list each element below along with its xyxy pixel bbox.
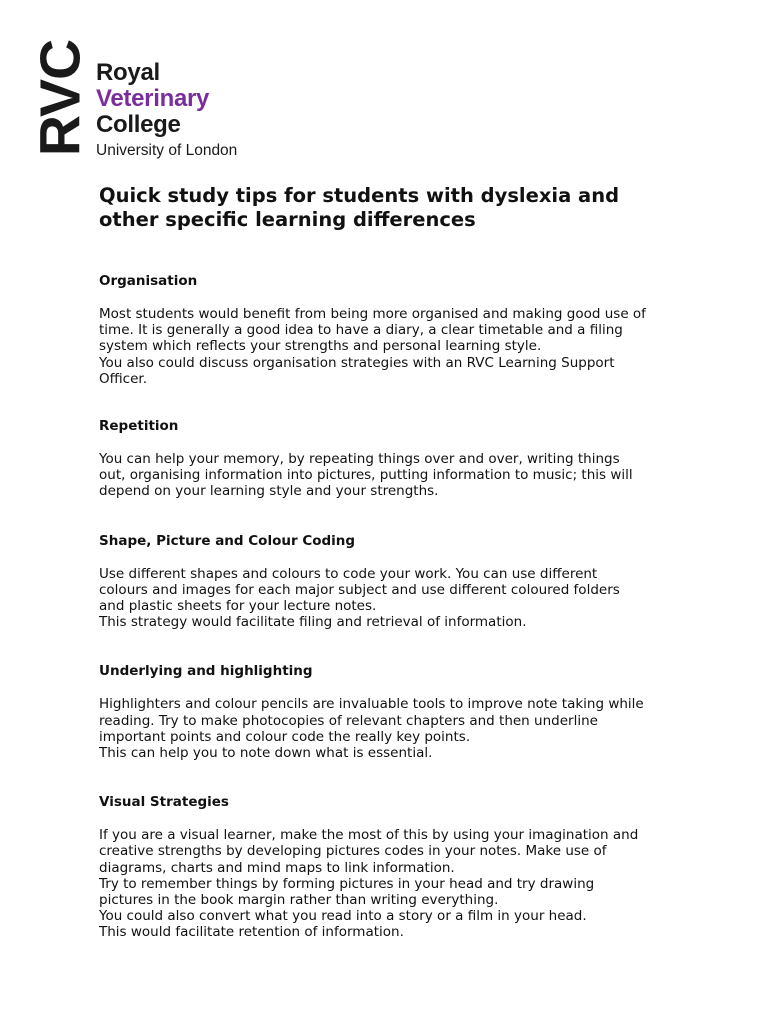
document-body [99, 184, 699, 941]
logo-line-veterinary: Veterinary [96, 85, 210, 112]
section-heading: Shape, Picture and Colour Coding [99, 532, 356, 549]
section-highlighting [99, 662, 699, 761]
paragraph-line: out, organising information into pictures, putting information to music; this will [99, 467, 633, 484]
rvc-logo [28, 36, 276, 166]
rvc-logo-wordmark [96, 60, 237, 162]
paragraph-line: Most students would benefit from being more organised and making good use of [99, 306, 646, 322]
document-title [99, 184, 699, 232]
paragraph-line: Highlighters and colour pencils are invaluable tools to improve note taking while [99, 696, 644, 713]
section-heading: Repetition [99, 418, 179, 435]
section-repetition [99, 417, 699, 500]
rvc-logo-mark-text: RVC [28, 39, 93, 157]
paragraph-line: This would facilitate retention of information. [99, 924, 404, 941]
paragraph-line: colours and images for each major subject and use different coloured folders [99, 581, 620, 598]
paragraph-line: time. It is generally a good idea to have a diary, a clear timetable and a filing [99, 322, 623, 339]
paragraph-line: reading. Try to make photocopies of relevant chapters and then underline [99, 712, 598, 729]
paragraph-line: You could also convert what you read into a story or a film in your head. [99, 908, 587, 925]
paragraph-line: important points and colour code the really key points. [99, 728, 471, 745]
paragraph-line: You also could discuss organisation strategies with an RVC Learning Support [99, 354, 615, 371]
paragraph-line: system which reflects your strengths and personal learning style. [99, 338, 542, 355]
section-paragraph [99, 451, 699, 500]
logo-line-royal: Royal [96, 59, 160, 86]
paragraph-line: and plastic sheets for your lecture notes. [99, 598, 377, 615]
logo-line-university: University of London [96, 142, 238, 159]
paragraph-line: This can help you to note down what is essential. [99, 745, 433, 762]
paragraph-line: creative strengths by developing pictures codes in your notes. Make use of [99, 843, 607, 860]
paragraph-line: pictures in the book margin rather than writing everything. [99, 892, 499, 909]
title-line-1: Quick study tips for students with dyslexia and [99, 184, 620, 207]
paragraph-line: If you are a visual learner, make the most of this by using your imagination and [99, 827, 639, 844]
logo-line-college: College [96, 111, 181, 138]
paragraph-line: You can help your memory, by repeating things over and over, writing things [99, 451, 620, 468]
section-paragraph [99, 827, 699, 940]
section-heading: Underlying and highlighting [99, 663, 313, 680]
paragraph-line: Use different shapes and colours to code your work. You can use different [99, 565, 598, 582]
section-paragraph [99, 696, 699, 761]
paragraph-line: Officer. [99, 370, 148, 387]
section-paragraph [99, 306, 699, 387]
section-heading: Organisation [99, 273, 198, 289]
section-visual-strategies [99, 793, 699, 940]
rvc-logo-mark [28, 36, 93, 160]
paragraph-line: depend on your learning style and your strengths. [99, 483, 439, 500]
section-paragraph [99, 566, 699, 631]
paragraph-line: diagrams, charts and mind maps to link information. [99, 859, 455, 876]
paragraph-line: Try to remember things by forming pictures in your head and try drawing [99, 875, 595, 892]
title-line-2: other specific learning differences [99, 208, 476, 231]
paragraph-line: This strategy would facilitate filing and retrieval of information. [99, 614, 527, 631]
section-organisation [99, 272, 699, 387]
section-heading: Visual Strategies [99, 794, 229, 811]
section-colour-coding [99, 532, 699, 631]
